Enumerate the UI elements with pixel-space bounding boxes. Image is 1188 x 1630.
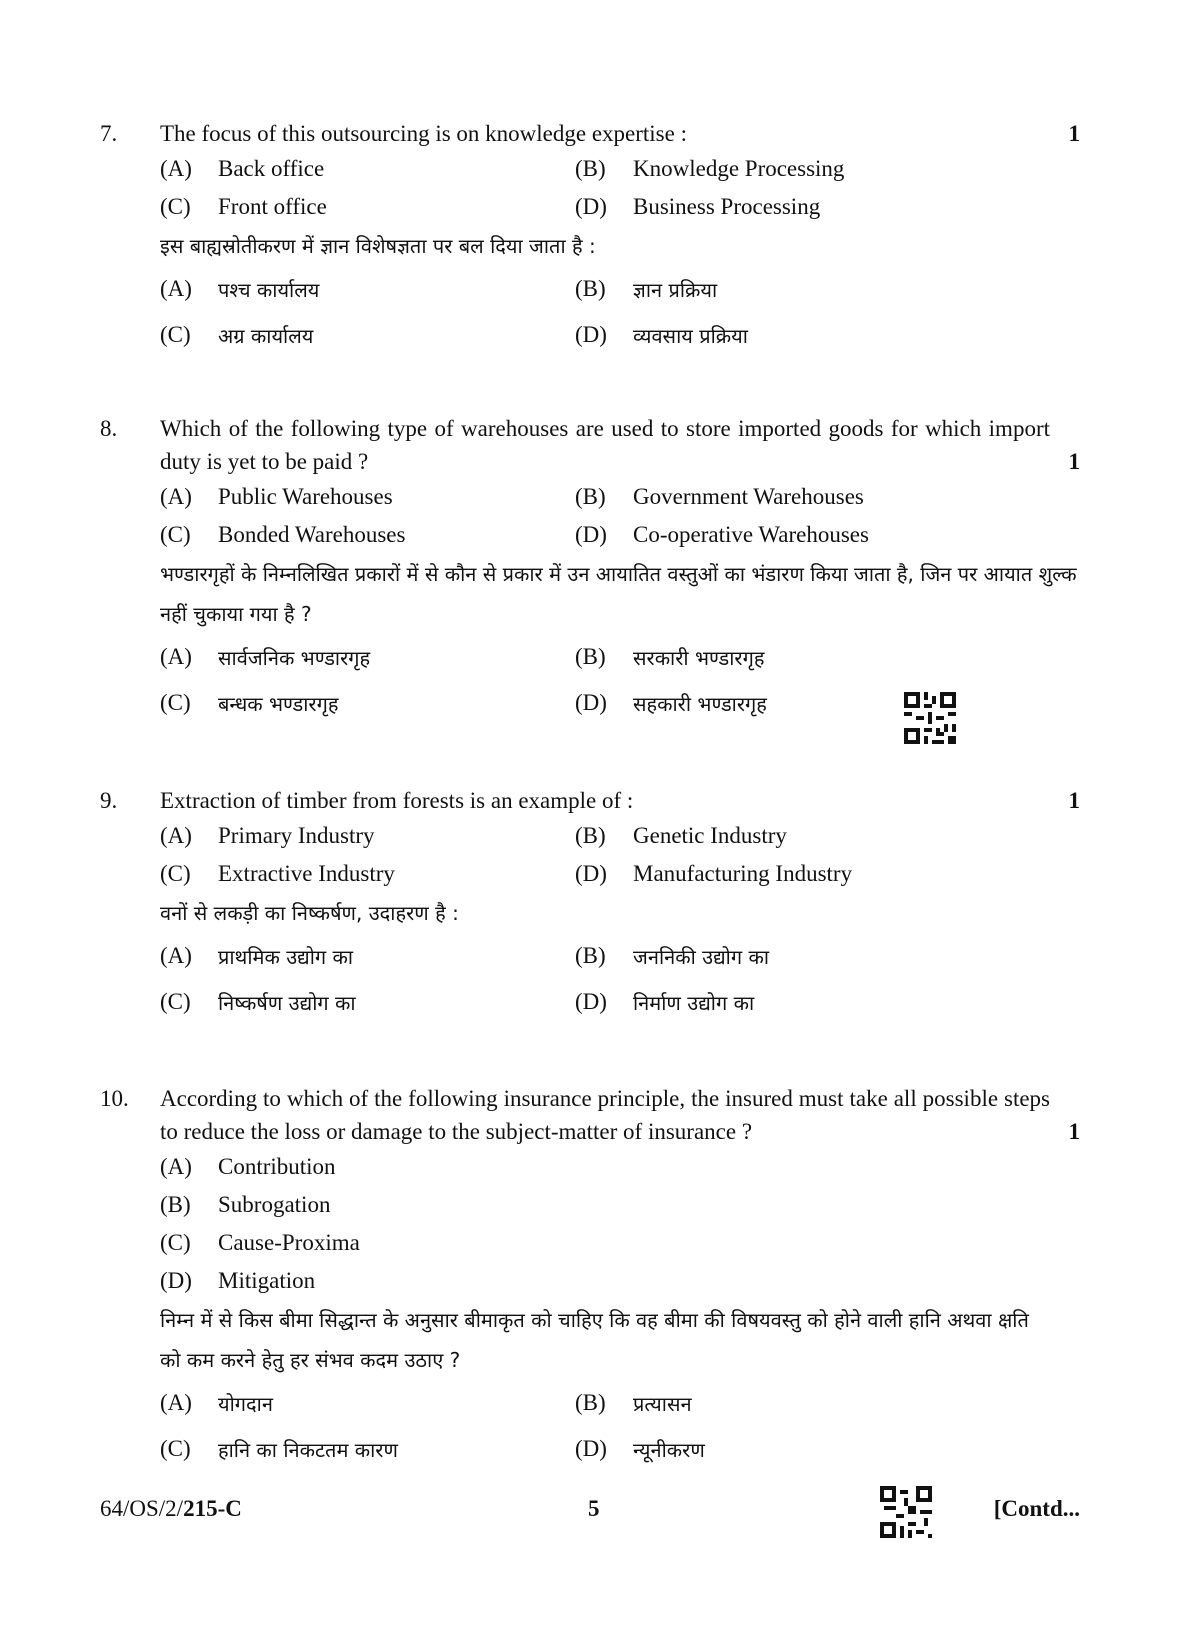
page-number: 5 — [588, 1496, 600, 1521]
question-10 — [100, 1082, 1080, 1472]
hindi-question-text: निम्न में से किस बीमा सिद्धान्त के अनुसार बीमाकृत को चाहिए कि वह बीमा की विषयवस्तु को होने वाली हानि अथवा क्षति को कम करने हेतु हर संभव कदम उठाए ? — [160, 1308, 1029, 1372]
question-text: Which of the following type of warehouses are used to store imported goods for which import duty is yet to be paid ? — [160, 416, 1050, 474]
question-9 — [100, 784, 1080, 1025]
question-number: 7. — [100, 121, 118, 146]
english-options — [160, 478, 1080, 554]
hindi-question-text: इस बाह्यस्रोतीकरण में ज्ञान विशेषज्ञता पर बल दिया जाता है : — [160, 234, 596, 258]
hindi-option-d: (D) सहकारी भण्डारगृह — [575, 689, 767, 716]
question-7 — [100, 117, 1080, 358]
option-d: (D) Manufacturing Industry — [575, 861, 853, 886]
option-b: (B) Genetic Industry — [575, 823, 787, 848]
hindi-options — [160, 933, 1080, 1025]
option-a: (A) Back office — [160, 156, 325, 181]
qr-code-icon — [880, 1486, 932, 1538]
question-number: 9. — [100, 788, 118, 813]
option-a: (A) Public Warehouses — [160, 484, 393, 509]
option-b: (B) Subrogation — [160, 1192, 331, 1217]
option-c: (C) Front office — [160, 194, 327, 219]
option-a: (A) Primary Industry — [160, 823, 375, 848]
hindi-question-text: वनों से लकड़ी का निष्कर्षण, उदाहरण है : — [160, 901, 459, 925]
option-a: (A) Contribution — [160, 1154, 336, 1179]
question-text: According to which of the following insurance principle, the insured must take all possible steps to reduce the loss or damage to the subject-matter of insurance ? — [160, 1086, 1050, 1144]
english-options — [160, 1148, 1080, 1300]
continued-marker: [Contd... — [993, 1496, 1080, 1521]
question-number: 10. — [100, 1086, 129, 1111]
page-footer — [100, 1490, 1080, 1534]
marks: 1 — [1068, 449, 1080, 474]
hindi-option-b: (B) प्रत्यासन — [575, 1389, 692, 1416]
option-c: (C) Extractive Industry — [160, 861, 395, 886]
marks: 1 — [1068, 788, 1080, 813]
option-d: (D) Business Processing — [575, 194, 821, 219]
option-d: (D) Mitigation — [160, 1268, 316, 1293]
hindi-option-a: (A) पश्च कार्यालय — [160, 275, 320, 302]
marks: 1 — [1068, 1119, 1080, 1144]
hindi-option-a: (A) सार्वजनिक भण्डारगृह — [160, 643, 371, 670]
paper-code: 64/OS/2/215-C — [100, 1496, 242, 1521]
hindi-options — [160, 266, 1080, 358]
hindi-option-a: (A) प्राथमिक उद्योग का — [160, 942, 354, 969]
hindi-option-b: (B) जननिकी उद्योग का — [575, 942, 770, 969]
option-c: (C) Bonded Warehouses — [160, 522, 406, 547]
hindi-question-text: भण्डारगृहों के निम्नलिखित प्रकारों में से कौन से प्रकार में उन आयातित वस्तुओं का भंडारण किया जाता है, जिन पर आयात शुल्क नहीं चुकाया गया है ? — [160, 562, 1077, 626]
hindi-option-b: (B) सरकारी भण्डारगृह — [575, 643, 765, 670]
hindi-option-d: (D) न्यूनीकरण — [575, 1435, 705, 1462]
hindi-options — [160, 1380, 1080, 1472]
hindi-option-a: (A) योगदान — [160, 1389, 273, 1416]
qr-code-icon — [904, 692, 956, 744]
option-b: (B) Government Warehouses — [575, 484, 864, 509]
option-b: (B) Knowledge Processing — [575, 156, 845, 181]
question-8 — [100, 412, 1080, 726]
english-options — [160, 817, 1080, 893]
hindi-option-b: (B) ज्ञान प्रक्रिया — [575, 275, 718, 302]
hindi-option-d: (D) व्यवसाय प्रक्रिया — [575, 321, 748, 348]
question-text: The focus of this outsourcing is on knowledge expertise : — [160, 121, 687, 146]
hindi-option-c: (C) बन्धक भण्डारगृह — [160, 689, 339, 716]
hindi-option-c: (C) अग्र कार्यालय — [160, 321, 314, 348]
marks: 1 — [1068, 121, 1080, 146]
option-c: (C) Cause-Proxima — [160, 1230, 360, 1255]
hindi-option-d: (D) निर्माण उद्योग का — [575, 988, 755, 1015]
question-text: Extraction of timber from forests is an example of : — [160, 788, 634, 813]
question-number: 8. — [100, 416, 118, 441]
option-d: (D) Co-operative Warehouses — [575, 522, 869, 547]
english-options — [160, 150, 1080, 226]
hindi-option-c: (C) हानि का निकटतम कारण — [160, 1435, 398, 1462]
hindi-option-c: (C) निष्कर्षण उद्योग का — [160, 988, 356, 1015]
